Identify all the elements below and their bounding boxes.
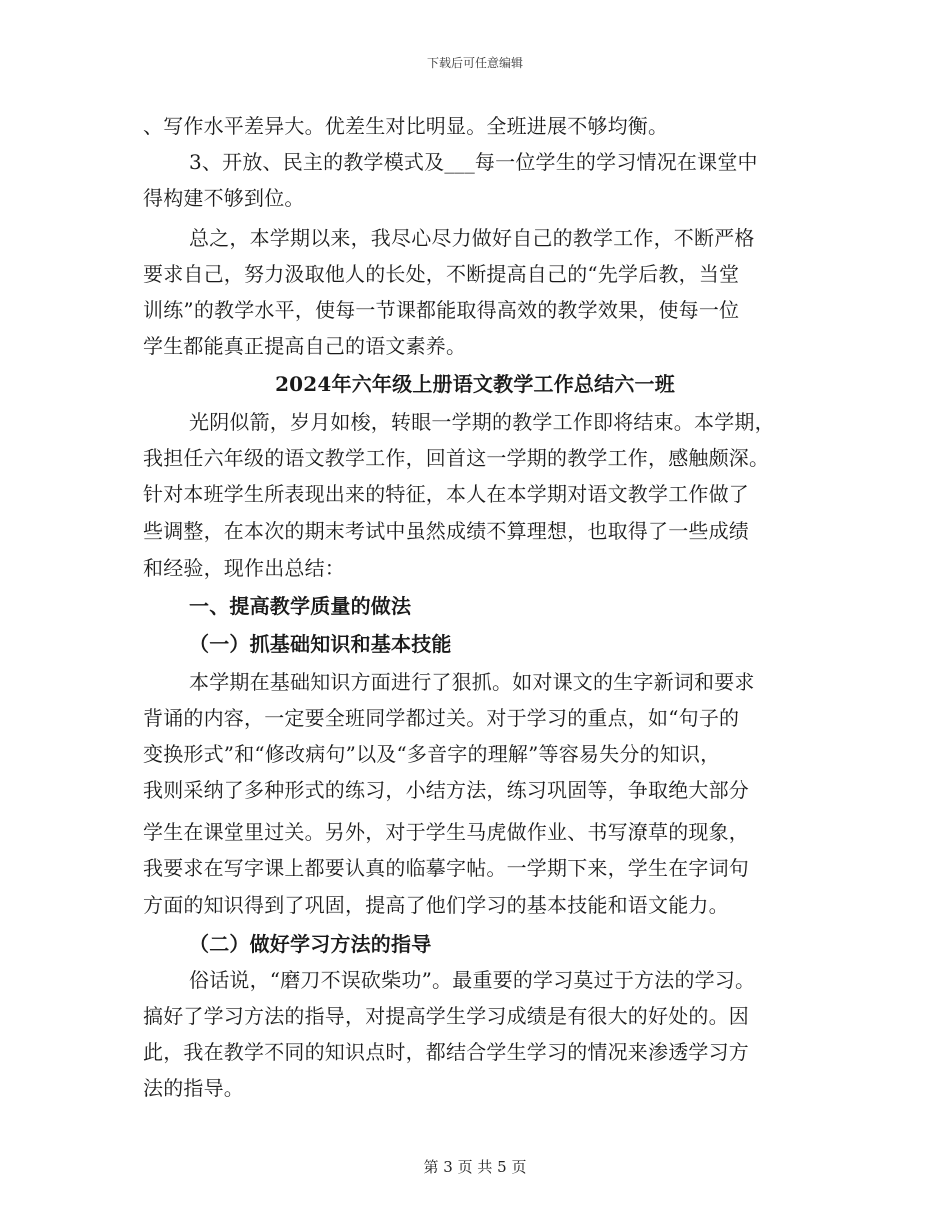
body-line: 变换形式”和“修改病句”以及“多音字的理解”等容易失分的知识，	[143, 742, 721, 766]
body-line: 搞好了学习方法的指导，对提高学生学习成绩是有很大的好处的。因	[143, 1004, 749, 1028]
body-line: 3、开放、民主的教学模式及___每一位学生的学习情况在课堂中	[189, 150, 758, 174]
body-line: 、写作水平差异大。优差生对比明显。全班进展不够均衡。	[143, 114, 669, 138]
body-line: 俗话说，“磨刀不误砍柴功”。最重要的学习莫过于方法的学习。	[189, 968, 756, 992]
section-title: 2024年六年级上册语文教学工作总结六一班	[275, 372, 675, 396]
body-line: 总之，本学期以来，我尽心尽力做好自己的教学工作，不断严格	[189, 226, 755, 250]
body-line: 些调整，在本次的期末考试中虽然成绩不算理想，也取得了一些成绩	[143, 519, 749, 543]
heading-3: （二）做好学习方法的指导	[189, 932, 432, 956]
body-line: 我则采纳了多种形式的练习，小结方法，练习巩固等，争取绝大部分	[143, 778, 749, 802]
heading-2: （一）抓基础知识和基本技能	[189, 632, 452, 656]
body-line: 此，我在教学不同的知识点时，都结合学生学习的情况来渗透学习方	[143, 1040, 749, 1064]
body-line: 学生在课堂里过关。另外，对于学生马虎做作业、书写潦草的现象，	[143, 820, 749, 844]
heading-1: 一、提高教学质量的做法	[189, 594, 412, 618]
body-line: 光阴似箭，岁月如梭，转眼一学期的教学工作即将结束。本学期，	[189, 410, 775, 434]
body-line: 和经验，现作出总结：	[143, 556, 345, 580]
body-line: 要求自己，努力汲取他人的长处，不断提高自己的“先学后教，当堂	[143, 262, 740, 286]
page-header: 下载后可任意编辑	[426, 56, 523, 70]
body-line: 针对本班学生所表现出来的特征，本人在本学期对语文教学工作做了	[143, 482, 749, 506]
body-line: 学生都能真正提高自己的语文素养。	[143, 334, 467, 358]
body-line: 训练”的教学水平，使每一节课都能取得高效的教学效果，使每一位	[143, 298, 740, 322]
body-line: 我担任六年级的语文教学工作，回首这一学期的教学工作，感触颇深。	[143, 446, 770, 470]
body-line: 得构建不够到位。	[143, 186, 305, 210]
page-footer: 第 3 页 共 5 页	[423, 1158, 527, 1176]
body-line: 我要求在写字课上都要认真的临摹字帖。一学期下来，学生在字词句	[143, 856, 749, 880]
body-line: 本学期在基础知识方面进行了狠抓。如对课文的生字新词和要求	[189, 670, 755, 694]
body-line: 背诵的内容，一定要全班同学都过关。对于学习的重点，如“句子的	[143, 706, 740, 730]
body-line: 法的指导。	[143, 1076, 244, 1100]
body-line: 方面的知识得到了巩固，提高了他们学习的基本技能和语文能力。	[143, 893, 729, 917]
